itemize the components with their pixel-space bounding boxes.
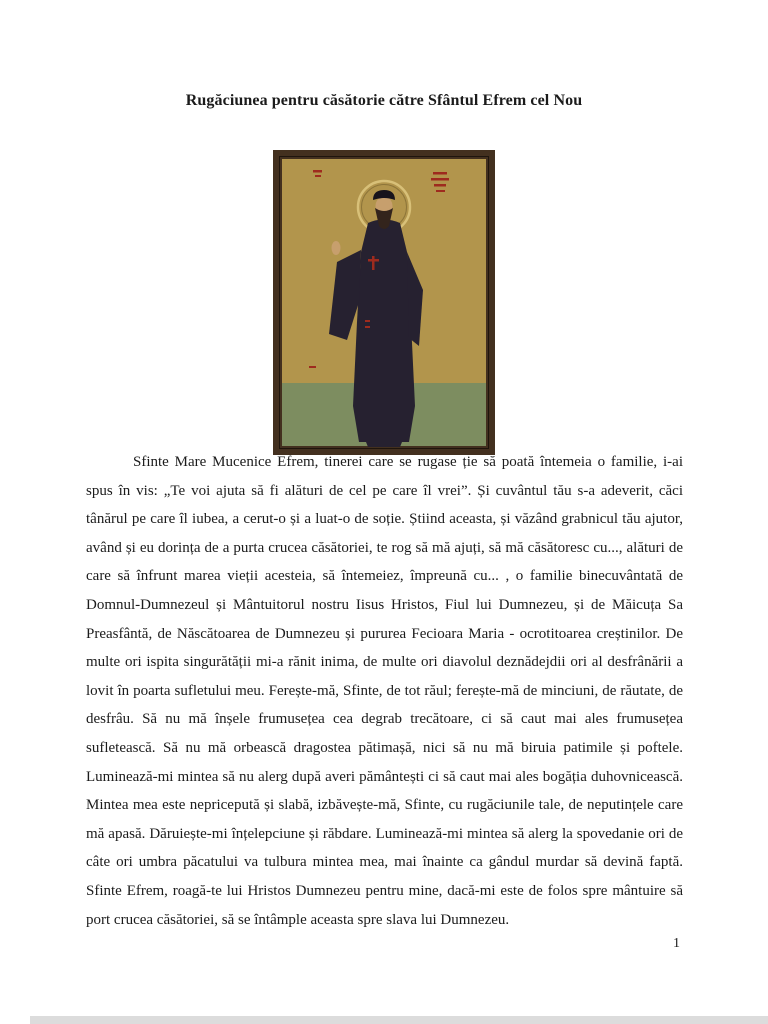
saint-hand [332, 241, 341, 255]
prayer-body-paragraph: Sfinte Mare Mucenice Efrem, tinerei care se rugase ție să poată întemeia o familie, i-ai spus în vis: „Te voi ajuta să fi alături de cel pe care îl vrei”. Și cuvântul tău s-a adeverit, căci tânărul pe care îl iubea, a cerut-o și a luat-o de soție. Știind aceasta, și văzând grabnicul tău ajutor, având și eu dorința de a purta crucea căsătoriei, te rog să mă ajuți, să mă căsătoresc cu..., alături de care să înfrunt marea vieții acesteia, să întemeiez, împreună cu... , o familie binecuvântată de Domnul-Dumnezeul și Mântuitorul nostru Iisus Hristos, Fiul lui Dumnezeu, și de Măicuța Sa Preasfântă, de Născătoarea de Dumnezeu și pururea Fecioara Maria - ocrotitoarea creștinilor. De multe ori ispita singurătății mi-a rănit inima, de multe ori diavolul deznădejdii ori al desfrânării a lovit în poarta sufletului meu. Ferește-mă, Sfinte, de tot răul; ferește-mă de minciuni, de răutate, de desfrâu. Să nu mă înșele frumusețea cea degrab trecătoare, ci să caut mai ales frumusețea sufletească. Să nu mă orbească dragostea pătimașă, nici să nu mă biruia patimile și poftele. Luminează-mi mintea să nu alerg după averi pământești ci să caut mai ales bogăția duhovnicească. Mintea mea este nepricepută și slabă, izbăvește-mă, Sfinte, cu rugăciunile tale, de neputințele care mă apasă. Dăruiește-mi înțelepciune și răbdare. Luminează-mi mintea să alerg la spovedanie ori de câte ori umbra păcatului va tulbura mintea mea, mai înainte ca gândul murdar să devină faptă. Sfinte Efrem, roagă-te lui Hristos Dumnezeu pentru mine, dacă-mi este de folos spre mântuire să port crucea căsătoriei, să se întâmple aceasta spre slava lui Dumnezeu. [86, 454, 683, 928]
page-bottom-edge [30, 1016, 768, 1024]
document-title: Rugăciunea pentru căsătorie către Sfântul Efrem cel Nou [185, 92, 583, 109]
page-number: 1 [673, 936, 680, 951]
saint-icon-figure [273, 150, 495, 455]
saint-icon-image [273, 150, 495, 455]
